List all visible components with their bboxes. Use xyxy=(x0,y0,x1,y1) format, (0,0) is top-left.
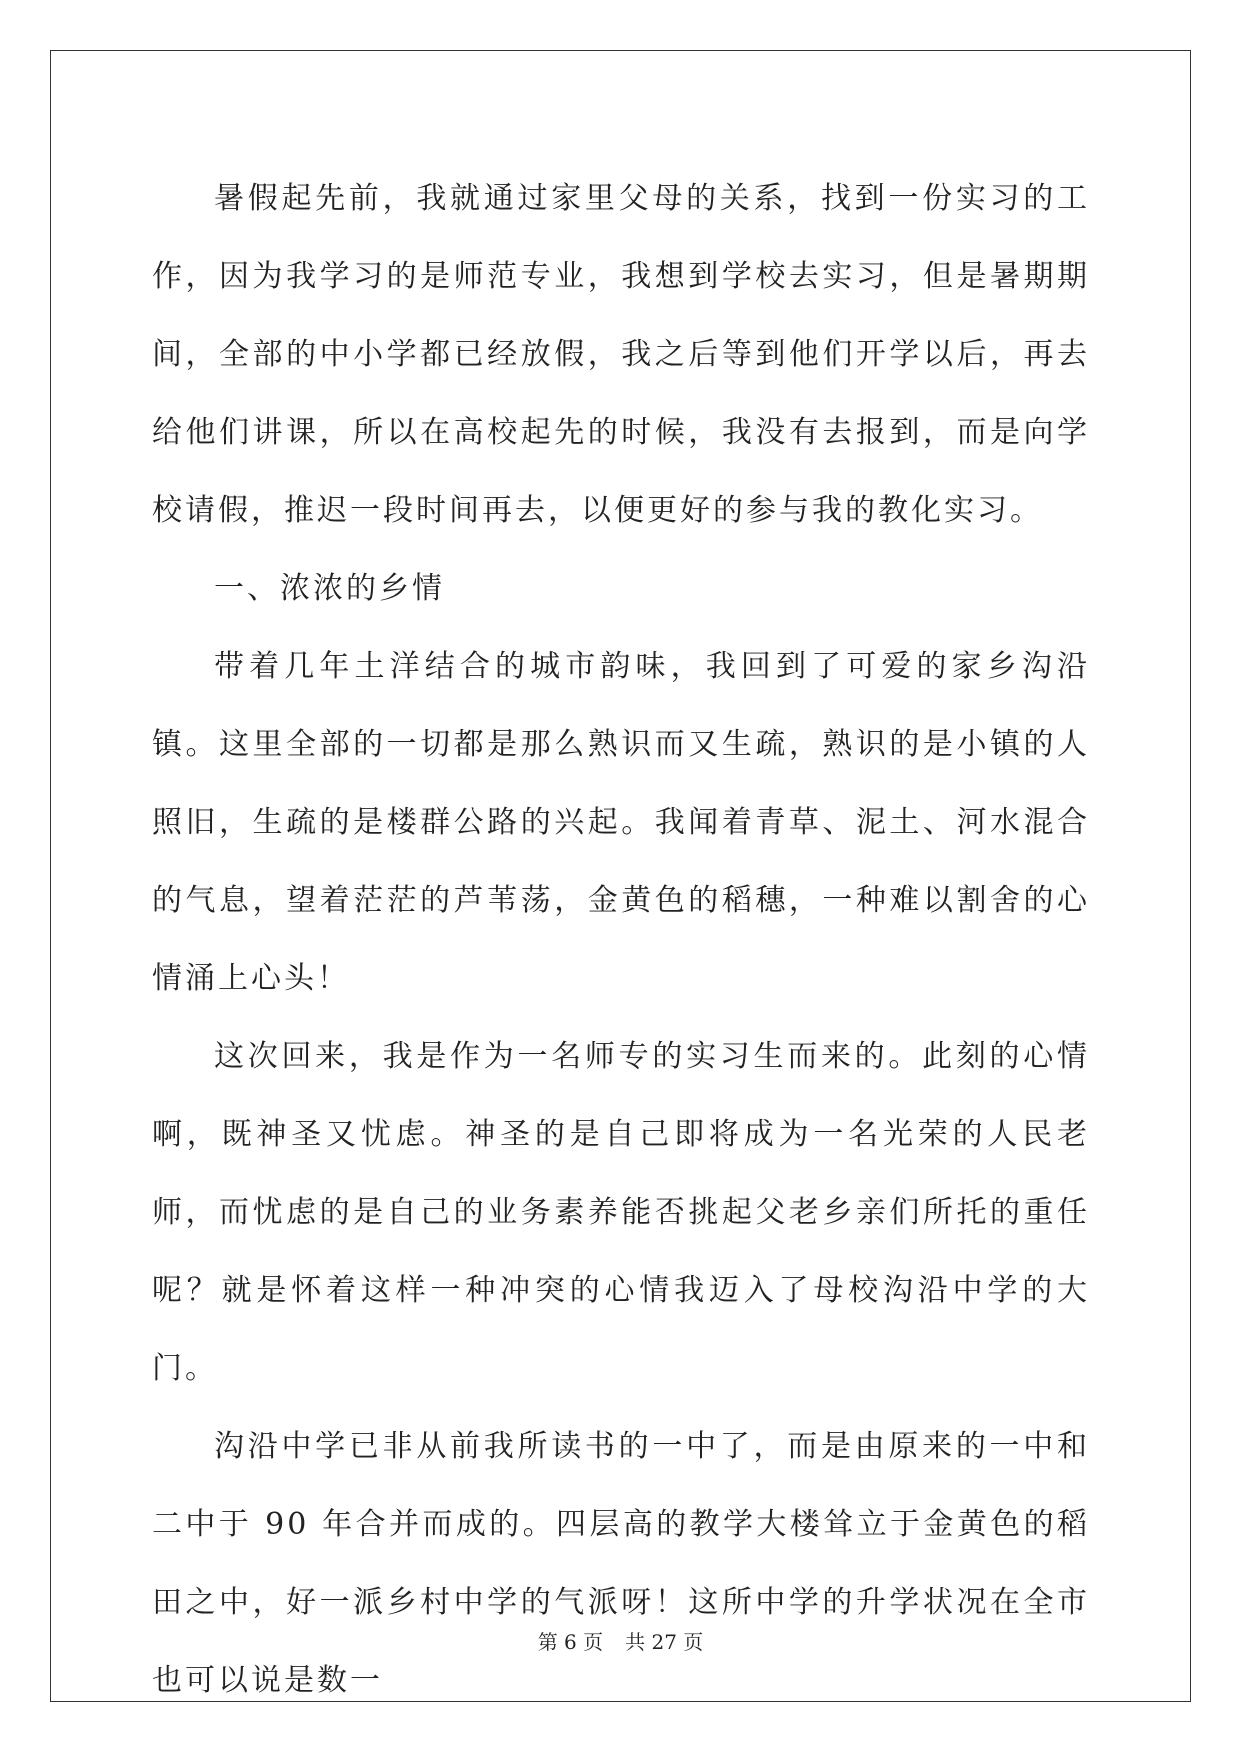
page-number: 第 6 页 xyxy=(537,1630,604,1654)
paragraph-3: 这次回来，我是作为一名师专的实习生而来的。此刻的心情啊，既神圣又忧虑。神圣的是自己即将成为一名光荣的人民老师，而忧虑的是自己的业务素养能否挑起父老乡亲们所托的重任呢？就是怀着这样一种冲突的心情我迈入了母校沟沿中学的大门。 xyxy=(152,1039,1090,1386)
page-footer xyxy=(0,1626,1241,1655)
paragraph-4: 沟沿中学已非从前我所读书的一中了，而是由原来的一中和二中于 90 年合并而成的。四层高的教学大楼耸立于金黄色的稻田之中，好一派乡村中学的气派呀！这所中学的升学状况在全市也可以说是数一 xyxy=(152,1429,1090,1698)
page-total: 共 27 页 xyxy=(625,1630,704,1654)
paragraph-1: 暑假起先前，我就通过家里父母的关系，找到一份实习的工作，因为我学习的是师范专业，我想到学校去实习，但是暑期期间，全部的中小学都已经放假，我之后等到他们开学以后，再去给他们讲课，所以在高校起先的时候，我没有去报到，而是向学校请假，推迟一段时间再去，以便更好的参与我的教化实习。 xyxy=(152,181,1090,528)
paragraph-2: 带着几年土洋结合的城市韵味，我回到了可爱的家乡沟沿镇。这里全部的一切都是那么熟识而又生疏，熟识的是小镇的人照旧，生疏的是楼群公路的兴起。我闻着青草、泥土、河水混合的气息，望着茫茫的芦苇荡，金黄色的稻穗，一种难以割舍的心情涌上心头！ xyxy=(152,649,1090,996)
document-body xyxy=(152,160,1090,1720)
section-heading: 一、浓浓的乡情 xyxy=(214,571,445,606)
